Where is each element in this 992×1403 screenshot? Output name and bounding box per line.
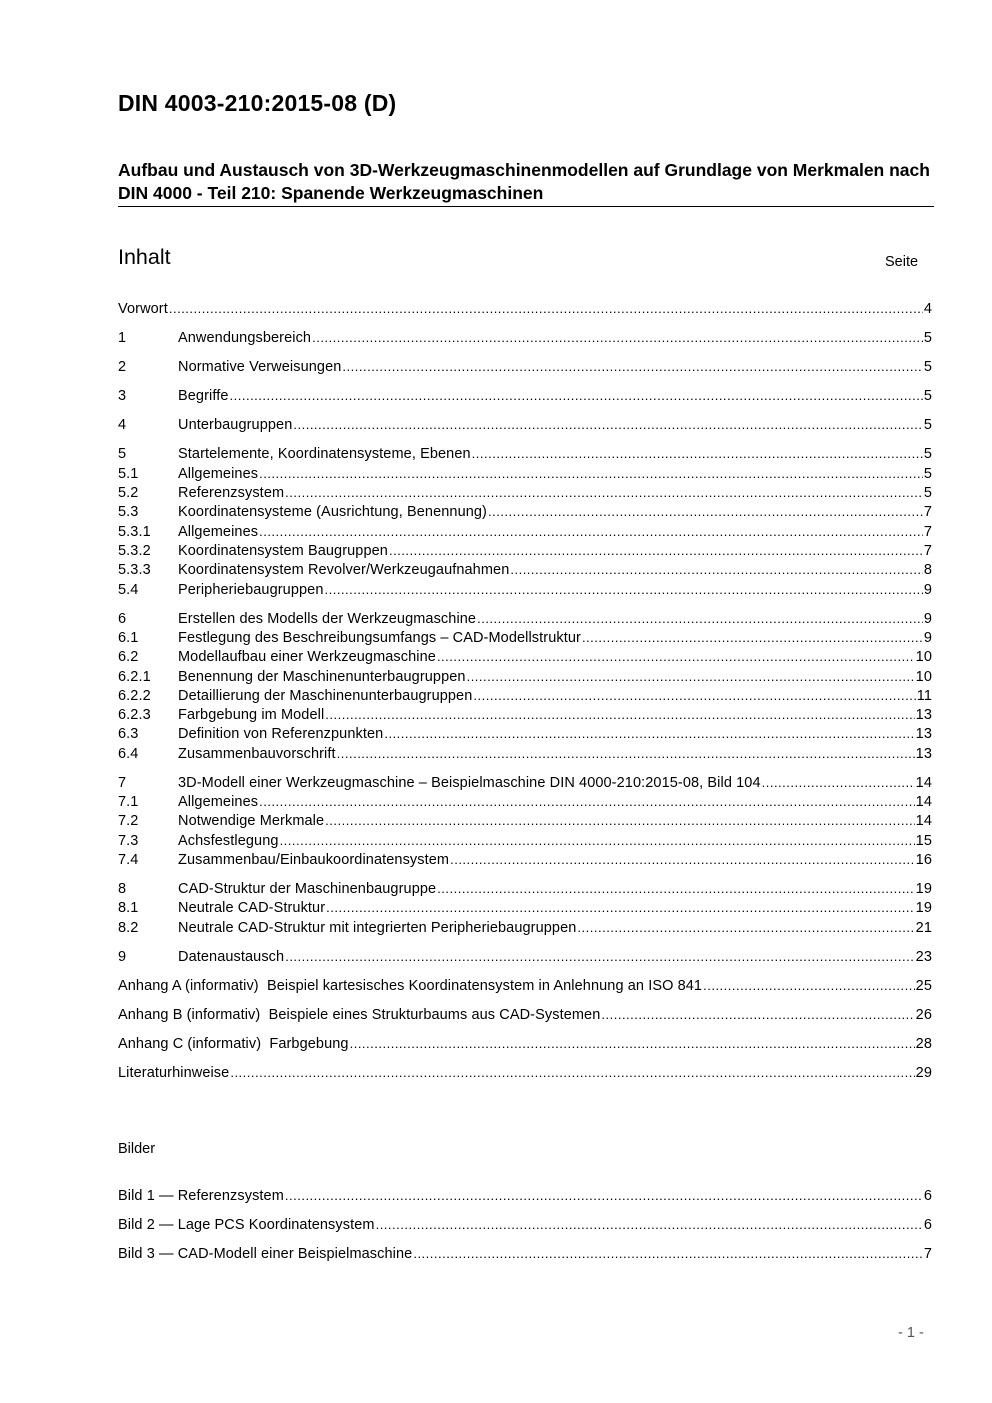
toc-entry-number: 5.4 bbox=[118, 581, 139, 598]
toc-entry-page: 5 bbox=[923, 446, 932, 463]
toc-leader-dots bbox=[350, 1036, 915, 1052]
toc-entry-page: 5 bbox=[923, 359, 932, 376]
toc-entry-number: 5.2 bbox=[118, 485, 139, 502]
figure-entry-2[interactable] bbox=[118, 1217, 932, 1236]
toc-entry-6-1[interactable] bbox=[118, 630, 932, 649]
toc-entry-text: Neutrale CAD-Struktur mit integrierten Peripheriebaugruppen bbox=[178, 919, 577, 936]
toc-page-label: Seite bbox=[885, 254, 919, 270]
toc-leader-dots bbox=[437, 881, 914, 897]
toc-entry-number: 2 bbox=[118, 359, 127, 376]
toc-entry-number: 8.2 bbox=[118, 919, 139, 936]
toc-leader-dots bbox=[384, 726, 914, 742]
toc-entry-page: 19 bbox=[915, 900, 932, 917]
toc-entry-page: 5 bbox=[923, 388, 932, 405]
toc-entry-literaturhinweise[interactable] bbox=[118, 1065, 932, 1084]
toc-entry-text: Achsfestlegung bbox=[178, 832, 279, 849]
toc-entry-text: Farbgebung im Modell bbox=[178, 707, 325, 724]
figures-heading: Bilder bbox=[118, 1141, 156, 1157]
toc-entry-5[interactable] bbox=[118, 446, 932, 465]
toc-entry-number: 6 bbox=[118, 610, 127, 627]
toc-entry-6-2-3[interactable] bbox=[118, 707, 932, 726]
toc-entry-2[interactable] bbox=[118, 359, 932, 378]
toc-entry-page: 25 bbox=[915, 977, 932, 994]
figure-entry-1[interactable] bbox=[118, 1188, 932, 1207]
toc-entry-page: 29 bbox=[915, 1065, 932, 1082]
toc-entry-number: 5.3.2 bbox=[118, 542, 151, 559]
toc-entry-5-2[interactable] bbox=[118, 485, 932, 504]
toc-leader-dots bbox=[259, 466, 923, 482]
toc-entry-number: 9 bbox=[118, 948, 127, 965]
toc-entry-text: Unterbaugruppen bbox=[178, 417, 293, 434]
toc-leader-dots bbox=[326, 900, 915, 916]
toc-entry-page: 5 bbox=[923, 330, 932, 347]
toc-entry-3[interactable] bbox=[118, 388, 932, 407]
toc-entry-page: 16 bbox=[915, 852, 932, 868]
toc-entry-number: 8.1 bbox=[118, 900, 139, 917]
toc-entry-text: Koordinatensystem Baugruppen bbox=[178, 542, 388, 559]
toc-leader-dots bbox=[293, 417, 922, 433]
toc-entry-page: 9 bbox=[923, 629, 932, 646]
toc-entry-page: 14 bbox=[915, 813, 932, 830]
toc-entry-number: 7 bbox=[118, 774, 127, 791]
toc-entry-number: 6.2 bbox=[118, 649, 139, 666]
toc-leader-dots bbox=[259, 794, 915, 810]
toc-entry-number: 6.2.3 bbox=[118, 707, 151, 724]
toc-entry-page: 9 bbox=[923, 610, 932, 627]
toc-entry-7-3[interactable] bbox=[118, 833, 932, 852]
toc-leader-dots bbox=[337, 746, 915, 762]
toc-leader-dots bbox=[472, 446, 923, 462]
toc-entry-text: Zusammenbau/Einbaukoordinatensystem bbox=[178, 852, 450, 868]
toc-leader-dots bbox=[467, 669, 915, 685]
toc-leader-dots bbox=[259, 524, 923, 540]
toc-entry-number: 5.3.1 bbox=[118, 523, 151, 540]
toc-leader-dots bbox=[325, 813, 914, 829]
toc-entry-6-4[interactable] bbox=[118, 746, 932, 765]
toc-entry-text: Anhang B (informativ) Beispiele eines Strukturbaums aus CAD-Systemen bbox=[118, 1006, 601, 1023]
toc-entry-page: 28 bbox=[915, 1036, 932, 1053]
toc-entry-text: Modellaufbau einer Werkzeugmaschine bbox=[178, 649, 436, 666]
toc-entry-page: 23 bbox=[915, 948, 932, 965]
toc-leader-dots bbox=[389, 543, 923, 559]
toc-entry-page: 11 bbox=[916, 687, 932, 704]
toc-entry-8-2[interactable] bbox=[118, 920, 932, 939]
toc-entry-page: 5 bbox=[923, 485, 932, 502]
toc-entry-page: 10 bbox=[915, 668, 932, 685]
toc-leader-dots bbox=[325, 582, 923, 598]
toc-entry-9[interactable] bbox=[118, 949, 932, 968]
toc-entry-text: Referenzsystem bbox=[178, 485, 285, 502]
toc-entry-number: 7.3 bbox=[118, 832, 139, 849]
toc-entry-5-3-3[interactable] bbox=[118, 562, 932, 581]
toc-entry-number: 6.1 bbox=[118, 629, 139, 646]
figure-entry-text: Bild 3 — CAD-Modell einer Beispielmaschine bbox=[118, 1246, 413, 1263]
toc-entry-page: 13 bbox=[915, 726, 932, 743]
toc-entry-text: Anhang C (informativ) Farbgebung bbox=[118, 1036, 349, 1053]
toc-leader-dots bbox=[762, 775, 915, 791]
toc-leader-dots bbox=[582, 630, 923, 646]
toc-entry-number: 3 bbox=[118, 388, 127, 405]
toc-entry-text: Allgemeines bbox=[178, 465, 259, 482]
toc-leader-dots bbox=[285, 1188, 923, 1204]
toc-entry-text: Anwendungsbereich bbox=[178, 330, 312, 347]
figure-entry-text: Bild 2 — Lage PCS Koordinatensystem bbox=[118, 1217, 375, 1234]
toc-entry-page: 7 bbox=[923, 523, 932, 540]
toc-entry-vorwort[interactable] bbox=[118, 301, 932, 320]
toc-entry-page: 9 bbox=[923, 581, 932, 598]
toc-entry-page: 19 bbox=[915, 881, 932, 898]
toc-entry-text: Festlegung des Beschreibungsumfangs – CAD-Modellstruktur bbox=[178, 629, 581, 646]
toc-entry-text: Notwendige Merkmale bbox=[178, 813, 325, 830]
toc-leader-dots bbox=[342, 359, 922, 375]
toc-leader-dots bbox=[473, 688, 915, 704]
toc-entry-6[interactable] bbox=[118, 611, 932, 630]
toc-leader-dots bbox=[437, 649, 915, 665]
toc-leader-dots bbox=[376, 1217, 923, 1233]
toc-entry-number: 6.2.2 bbox=[118, 687, 151, 704]
toc-leader-dots bbox=[230, 388, 923, 404]
toc-entry-7-2[interactable] bbox=[118, 813, 932, 832]
toc-entry-text: Anhang A (informativ) Beispiel kartesisches Koordinatensystem in Anlehnung an ISO 841 bbox=[118, 977, 703, 994]
toc-entry-7[interactable] bbox=[118, 775, 932, 794]
toc-entry-text: CAD-Struktur der Maschinenbaugruppe bbox=[178, 881, 437, 898]
toc-entry-7-1[interactable] bbox=[118, 794, 932, 813]
toc-entry-5-1[interactable] bbox=[118, 466, 932, 485]
toc-entry-5-3[interactable] bbox=[118, 504, 932, 523]
toc-entry-text: Koordinatensystem Revolver/Werkzeugaufnahmen bbox=[178, 562, 510, 579]
toc-entry-number: 5.3 bbox=[118, 504, 139, 521]
toc-leader-dots bbox=[285, 949, 914, 965]
toc-entry-text: Begriffe bbox=[178, 388, 229, 405]
document-id: DIN 4003-210:2015-08 (D) bbox=[118, 90, 397, 116]
toc-entry-page: 14 bbox=[915, 794, 932, 811]
toc-entry-page: 7 bbox=[923, 504, 932, 521]
toc-entry-page: 4 bbox=[923, 301, 932, 317]
table-of-contents bbox=[118, 301, 932, 1084]
toc-leader-dots bbox=[601, 1007, 914, 1023]
toc-entry-number: 4 bbox=[118, 417, 127, 434]
toc-entry-page: 8 bbox=[923, 562, 932, 579]
toc-entry-text: Definition von Referenzpunkten bbox=[178, 726, 384, 743]
figure-entry-text: Bild 1 — Referenzsystem bbox=[118, 1188, 284, 1204]
toc-leader-dots bbox=[169, 301, 923, 317]
toc-entry-text: Neutrale CAD-Struktur bbox=[178, 900, 326, 917]
toc-entry-page: 13 bbox=[915, 707, 932, 724]
toc-entry-number: 7.4 bbox=[118, 852, 139, 868]
toc-entry-text: Benennung der Maschinenunterbaugruppen bbox=[178, 668, 466, 685]
page-number: - 1 - bbox=[898, 1325, 924, 1341]
toc-leader-dots bbox=[577, 920, 914, 936]
toc-leader-dots bbox=[510, 562, 922, 578]
toc-entry-1[interactable] bbox=[118, 330, 932, 349]
toc-entry-text: Erstellen des Modells der Werkzeugmaschine bbox=[178, 610, 477, 627]
toc-entry-8[interactable] bbox=[118, 881, 932, 900]
toc-entry-anhang-c[interactable] bbox=[118, 1036, 932, 1055]
toc-entry-anhang-a[interactable] bbox=[118, 978, 932, 997]
toc-leader-dots bbox=[325, 707, 914, 723]
toc-leader-dots bbox=[488, 504, 923, 520]
toc-entry-text: Normative Verweisungen bbox=[178, 359, 342, 376]
toc-entry-number: 6.3 bbox=[118, 726, 139, 743]
toc-entry-number: 7.2 bbox=[118, 813, 139, 830]
toc-heading: Inhalt bbox=[118, 245, 171, 269]
figure-entry-3[interactable] bbox=[118, 1246, 932, 1265]
toc-entry-text: Peripheriebaugruppen bbox=[178, 581, 324, 598]
toc-entry-text: Datenaustausch bbox=[178, 948, 285, 965]
toc-entry-page: 10 bbox=[915, 649, 932, 666]
list-of-figures bbox=[118, 1188, 932, 1265]
toc-leader-dots bbox=[312, 330, 923, 346]
figure-entry-page: 6 bbox=[923, 1217, 932, 1234]
toc-entry-number: 8 bbox=[118, 881, 127, 898]
toc-leader-dots bbox=[285, 485, 923, 501]
toc-entry-number: 1 bbox=[118, 330, 127, 347]
toc-entry-page: 13 bbox=[915, 745, 932, 762]
toc-entry-page: 26 bbox=[915, 1006, 932, 1023]
toc-entry-6-2[interactable] bbox=[118, 649, 932, 668]
toc-entry-anhang-b[interactable] bbox=[118, 1007, 932, 1026]
toc-entry-text: Zusammenbauvorschrift bbox=[178, 745, 336, 762]
toc-entry-text: 3D-Modell einer Werkzeugmaschine – Beispielmaschine DIN 4000-210:2015-08, Bild 104 bbox=[178, 774, 761, 791]
toc-entry-6-2-1[interactable] bbox=[118, 669, 932, 688]
toc-entry-text: Startelemente, Koordinatensysteme, Ebenen bbox=[178, 446, 471, 463]
document-subtitle: Aufbau und Austausch von 3D-Werkzeugmaschinenmodellen auf Grundlage von Merkmalen nach DIN 4000 - Teil 210: Spanende Werkzeugmaschinen bbox=[118, 160, 930, 203]
toc-leader-dots bbox=[413, 1246, 923, 1262]
toc-leader-dots bbox=[450, 852, 915, 868]
toc-entry-5-3-1[interactable] bbox=[118, 524, 932, 543]
toc-entry-4[interactable] bbox=[118, 417, 932, 436]
toc-entry-page: 21 bbox=[915, 919, 932, 936]
toc-entry-5-4[interactable] bbox=[118, 582, 932, 601]
figure-entry-page: 7 bbox=[923, 1246, 932, 1263]
toc-entry-number: 7.1 bbox=[118, 794, 139, 811]
toc-entry-number: 5 bbox=[118, 446, 127, 463]
toc-entry-text: Detaillierung der Maschinenunterbaugruppen bbox=[178, 687, 473, 704]
toc-entry-number: 6.4 bbox=[118, 745, 139, 762]
toc-leader-dots bbox=[477, 611, 923, 627]
toc-entry-page: 14 bbox=[915, 774, 932, 791]
toc-entry-5-3-2[interactable] bbox=[118, 543, 932, 562]
toc-leader-dots bbox=[703, 978, 915, 994]
toc-entry-7-4[interactable] bbox=[118, 852, 932, 871]
toc-entry-number: 6.2.1 bbox=[118, 668, 151, 685]
toc-entry-number: 5.3.3 bbox=[118, 562, 151, 579]
toc-entry-6-2-2[interactable] bbox=[118, 688, 932, 707]
toc-entry-text: Vorwort bbox=[118, 301, 168, 317]
toc-entry-page: 7 bbox=[923, 542, 932, 559]
toc-entry-6-3[interactable] bbox=[118, 726, 932, 745]
toc-entry-page: 5 bbox=[923, 417, 932, 434]
toc-entry-text: Allgemeines bbox=[178, 523, 259, 540]
toc-entry-page: 15 bbox=[915, 832, 932, 849]
toc-entry-number: 5.1 bbox=[118, 465, 139, 482]
title-divider bbox=[118, 206, 934, 207]
figure-entry-page: 6 bbox=[923, 1188, 932, 1204]
toc-leader-dots bbox=[280, 833, 915, 849]
toc-entry-text: Literaturhinweise bbox=[118, 1065, 230, 1082]
toc-entry-text: Koordinatensysteme (Ausrichtung, Benennung) bbox=[178, 504, 487, 521]
toc-entry-page: 5 bbox=[923, 465, 932, 482]
toc-leader-dots bbox=[230, 1065, 914, 1081]
toc-entry-8-1[interactable] bbox=[118, 900, 932, 919]
toc-entry-text: Allgemeines bbox=[178, 794, 259, 811]
